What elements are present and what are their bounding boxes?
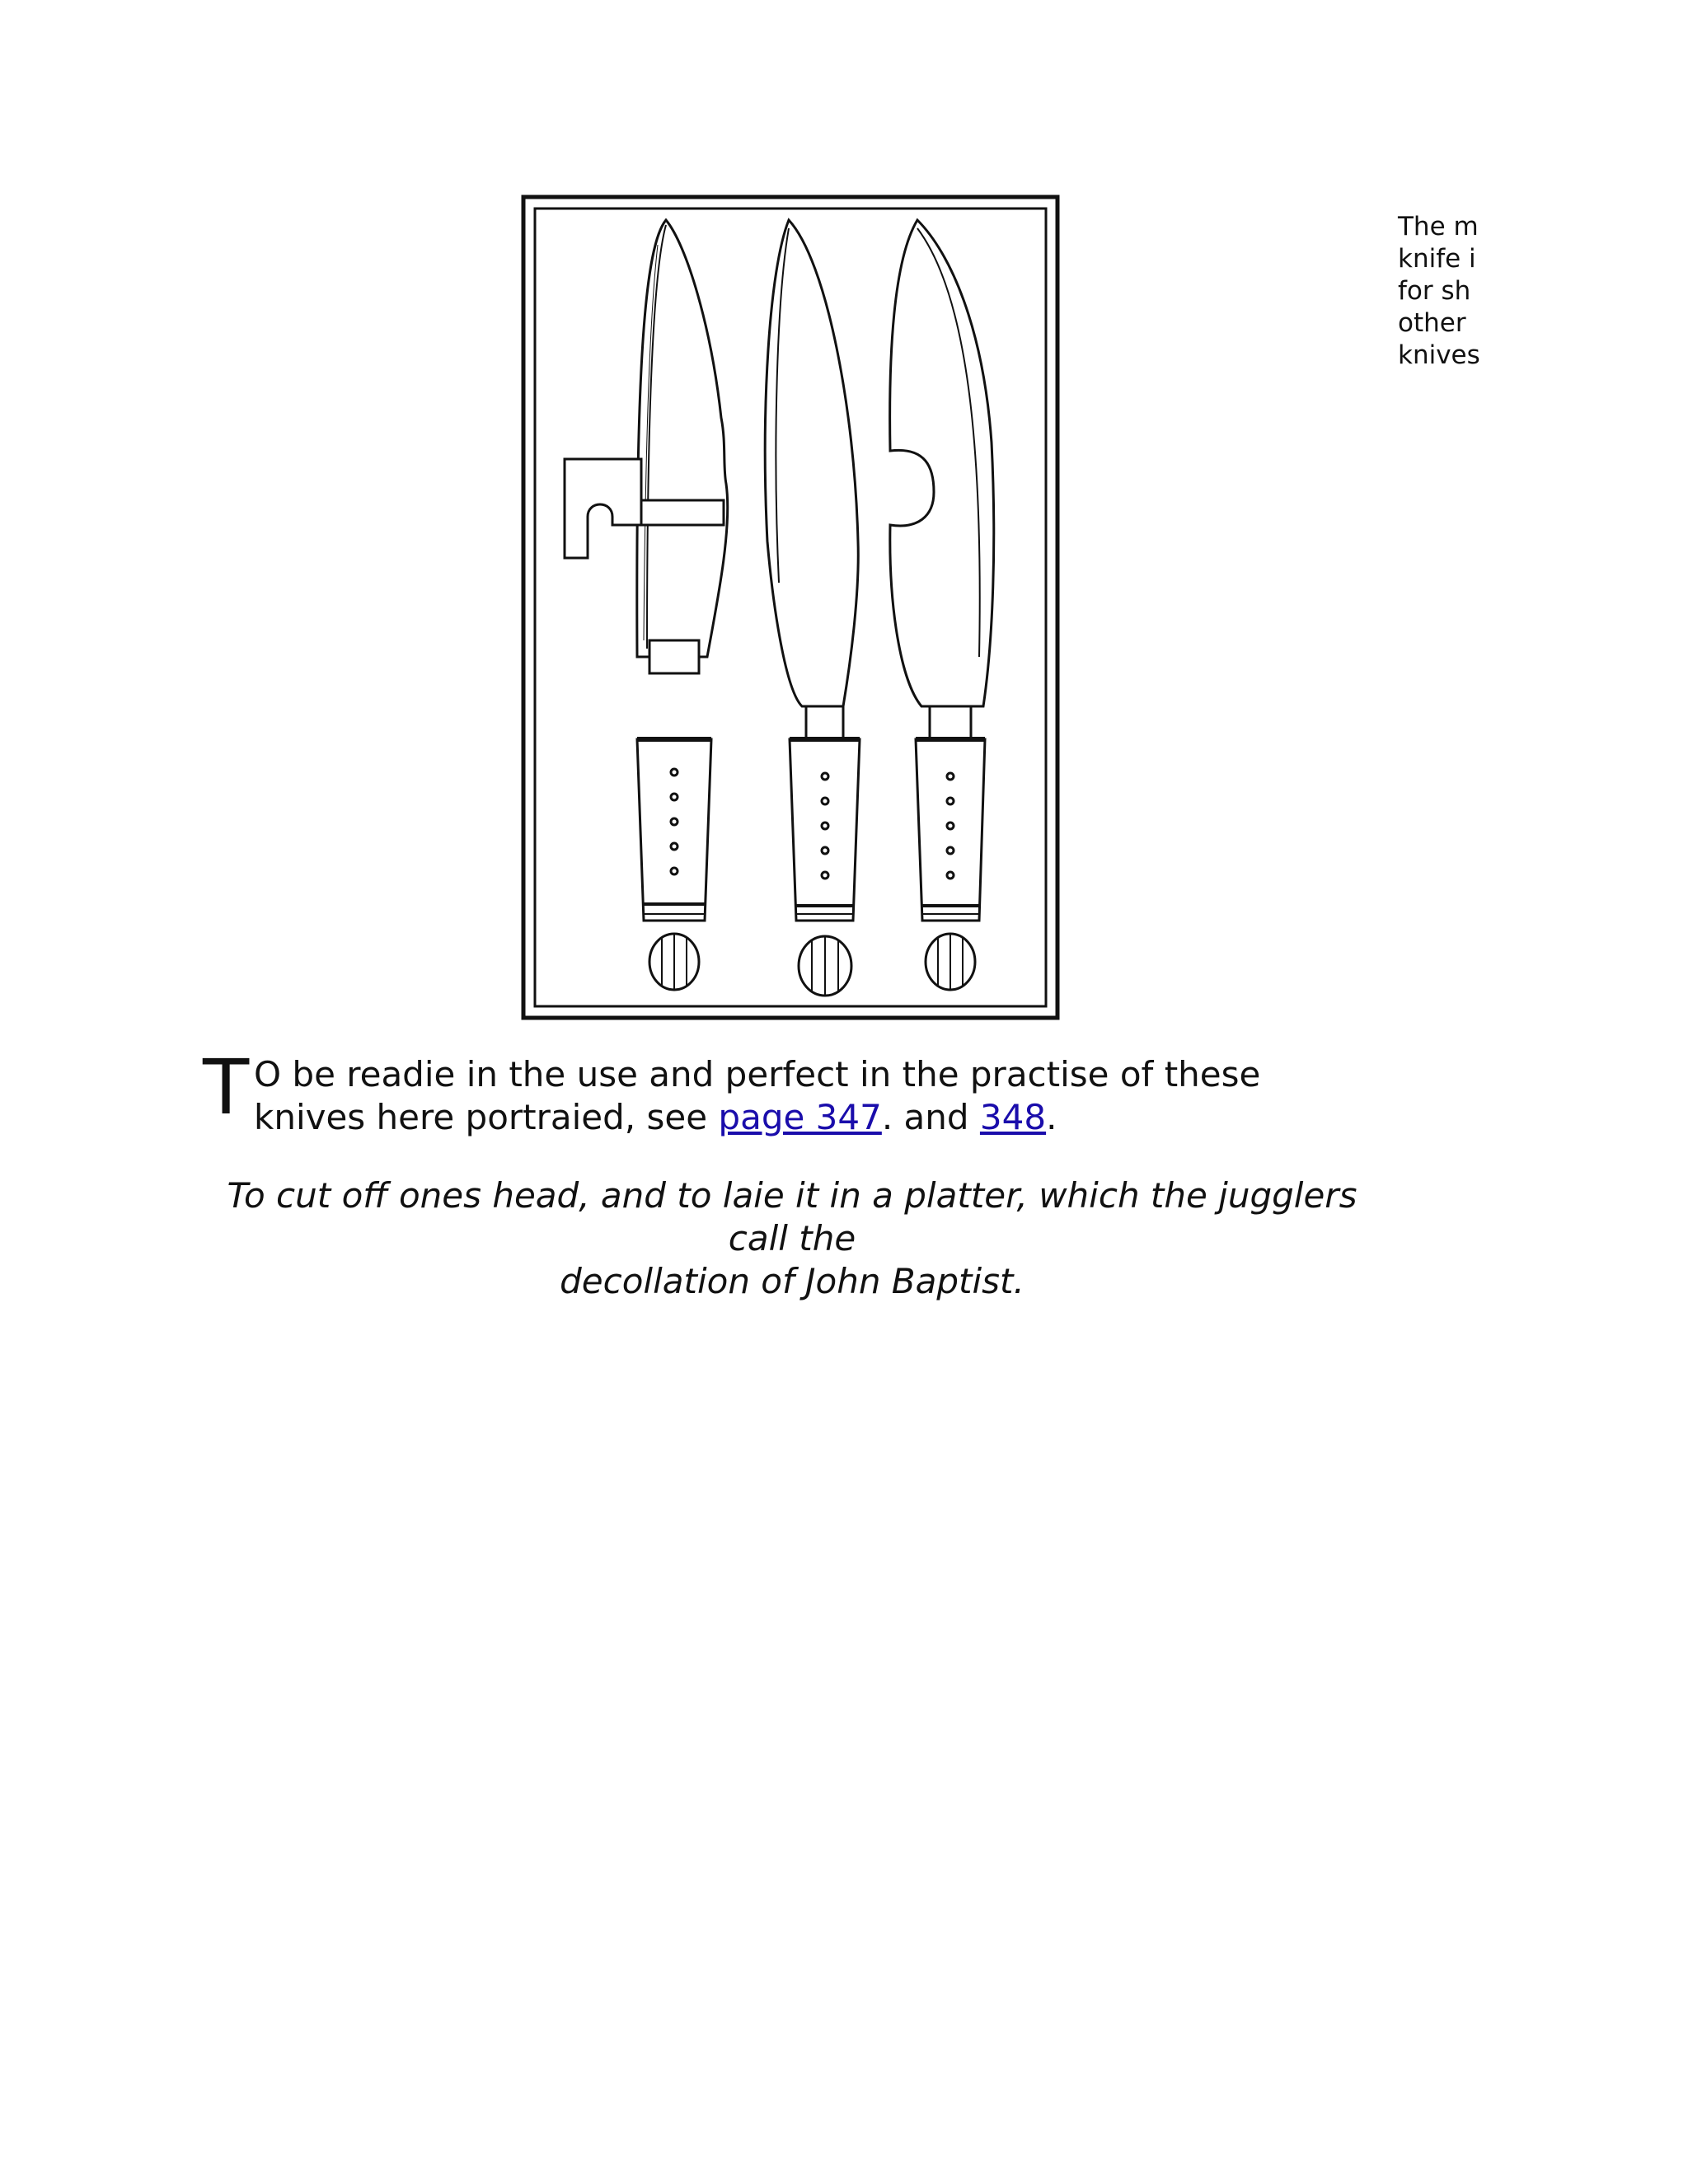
- paragraph-text-start: O be readie in the use and perfect in the practise of these knives here portraied, see: [254, 1054, 1261, 1137]
- paragraph-text-end: .: [1046, 1097, 1057, 1137]
- page-347-link[interactable]: page 347: [718, 1097, 882, 1137]
- body-paragraph: [203, 1043, 1381, 1139]
- drop-cap: T: [203, 1043, 250, 1132]
- page-348-link[interactable]: 348: [979, 1097, 1047, 1137]
- heading-line-2: decollation of John Baptist.: [560, 1261, 1025, 1301]
- margin-note-line: other: [1398, 308, 1466, 338]
- three-knives-image: [522, 195, 1059, 1019]
- paragraph-text-middle: . and: [881, 1097, 980, 1137]
- margin-note-line: The m: [1398, 212, 1479, 241]
- margin-note-line: for sh: [1398, 276, 1471, 306]
- woodcut-illustration: [522, 195, 1059, 1019]
- margin-note-line: knife i: [1398, 244, 1476, 274]
- margin-note: [1398, 211, 1480, 372]
- section-heading: [203, 1174, 1381, 1303]
- margin-note-line: knives: [1398, 340, 1480, 370]
- paragraph-text: [254, 1053, 1381, 1139]
- heading-line-1: To cut off ones head, and to laie it in a platter, which the jugglers call the: [227, 1175, 1357, 1258]
